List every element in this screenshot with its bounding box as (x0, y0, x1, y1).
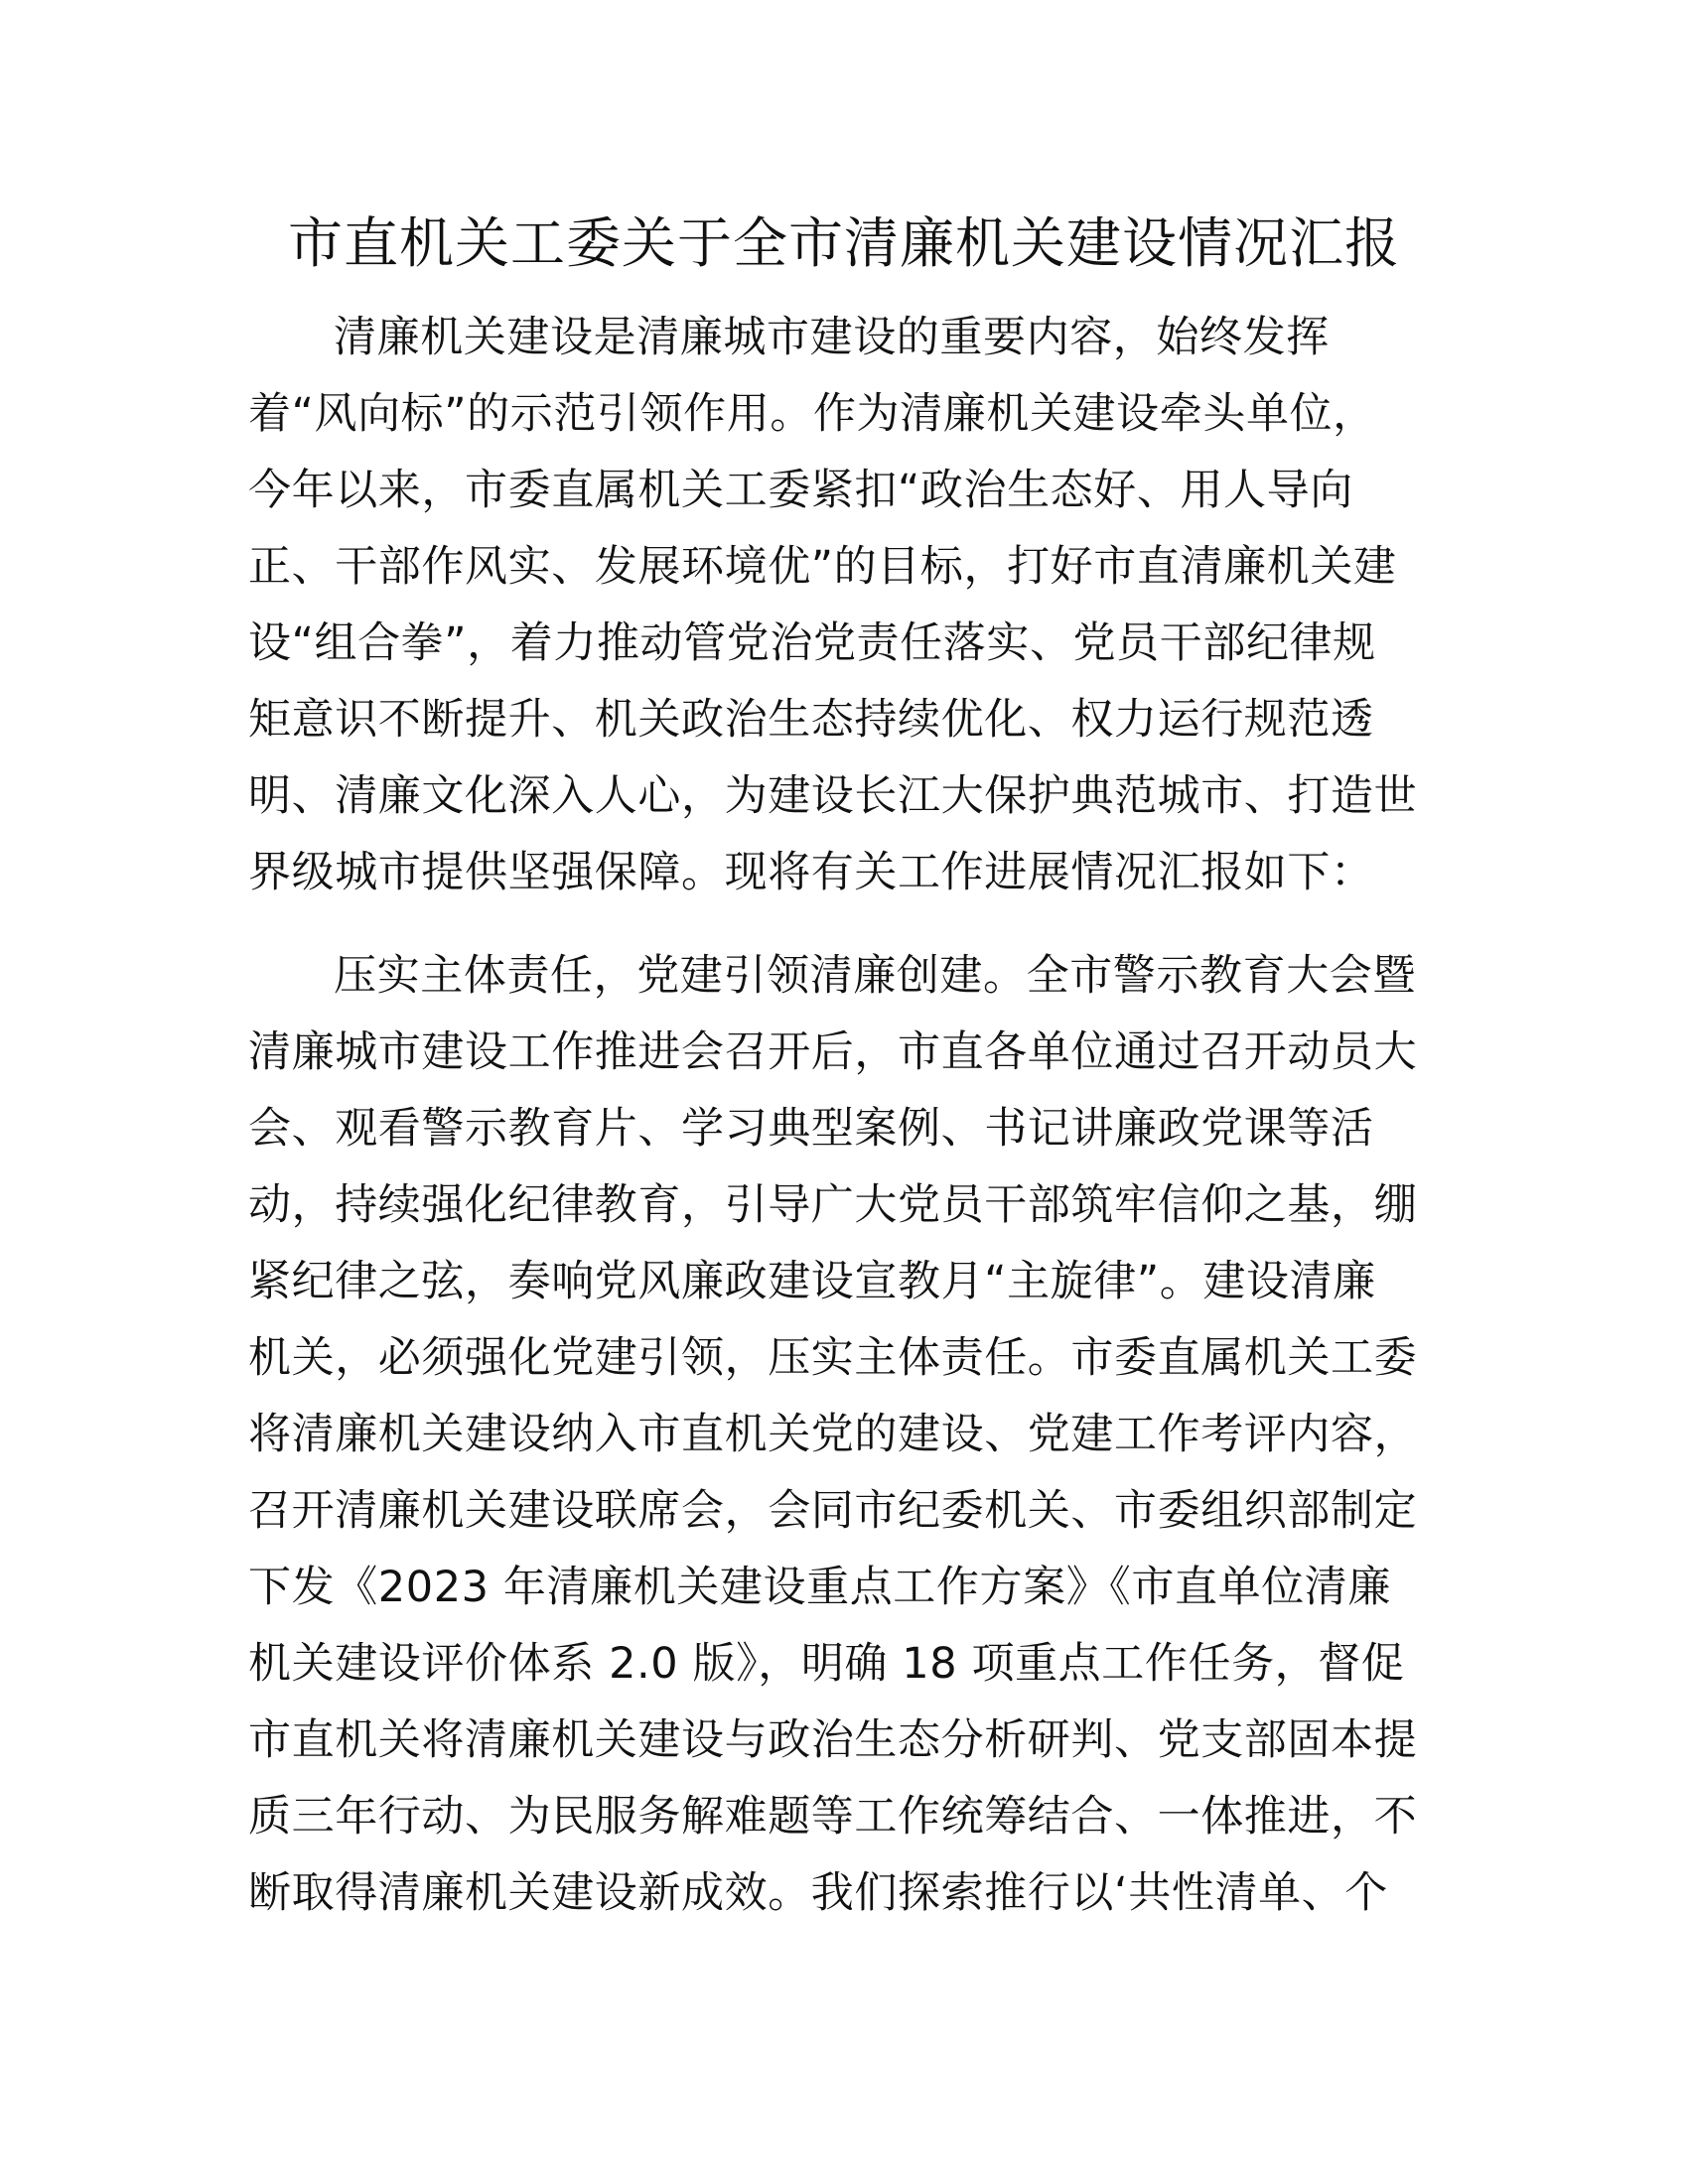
paragraph-1 (248, 300, 1440, 911)
paragraph-line: 机关，必须强化党建引领，压实主体责任。市委直属机关工委 (248, 1333, 1418, 1383)
paragraph-line: 市直机关将清廉机关建设与政治生态分析研判、党支部固本提 (248, 1715, 1418, 1765)
paragraph-line: 动，持续强化纪律教育，引导广大党员干部筑牢信仰之基，绷 (248, 1180, 1418, 1230)
paragraph-line: 正、干部作风实、发展环境优”的目标，打好市直清廉机关建 (248, 542, 1397, 592)
paragraph-line: 设“组合拳”，着力推动管党治党责任落实、党员干部纪律规 (248, 618, 1376, 668)
paragraph-line: 下发《2023 年清廉机关建设重点工作方案》《市直单位清廉 (248, 1563, 1391, 1612)
paragraph-line: 清廉城市建设工作推进会召开后，市直各单位通过召开动员大 (248, 1027, 1418, 1077)
paragraph-line: 矩意识不断提升、机关政治生态持续优化、权力运行规范透 (248, 695, 1374, 745)
paragraph-line: 界级城市提供坚强保障。现将有关工作进展情况汇报如下： (248, 848, 1374, 897)
paragraph-line: 将清廉机关建设纳入市直机关党的建设、党建工作考评内容， (248, 1410, 1418, 1459)
paragraph-line: 着“风向标”的示范引领作用。作为清廉机关建设牵头单位， (248, 389, 1376, 439)
paragraph-line: 断取得清廉机关建设新成效。我们探索推行以‘共性清单、个 (248, 1868, 1388, 1918)
paragraph-line: 机关建设评价体系 2.0 版》，明确 18 项重点工作任务，督促 (248, 1639, 1405, 1689)
paragraph-line: 召开清廉机关建设联席会，会同市纪委机关、市委组织部制定 (248, 1486, 1418, 1536)
paragraph-line: 清廉机关建设是清廉城市建设的重要内容，始终发挥 (334, 313, 1330, 362)
paragraph-line: 压实主体责任，党建引领清廉创建。全市警示教育大会暨 (334, 951, 1416, 1001)
paragraph-line: 紧纪律之弦，奏响党风廉政建设宣教月“主旋律”。建设清廉 (248, 1257, 1376, 1306)
paragraph-line: 会、观看警示教育片、学习典型案例、书记讲廉政党课等活 (248, 1104, 1374, 1154)
paragraph-line: 今年以来，市委直属机关工委紧扣“政治生态好、用人导向 (248, 466, 1353, 515)
document-title: 市直机关工委关于全市清廉机关建设情况汇报 (287, 211, 1400, 275)
paragraph-line: 明、清廉文化深入人心，为建设长江大保护典范城市、打造世 (248, 771, 1418, 821)
paragraph-2 (248, 938, 1440, 1932)
paragraph-line: 质三年行动、为民服务解难题等工作统筹结合、一体推进，不 (248, 1792, 1418, 1842)
